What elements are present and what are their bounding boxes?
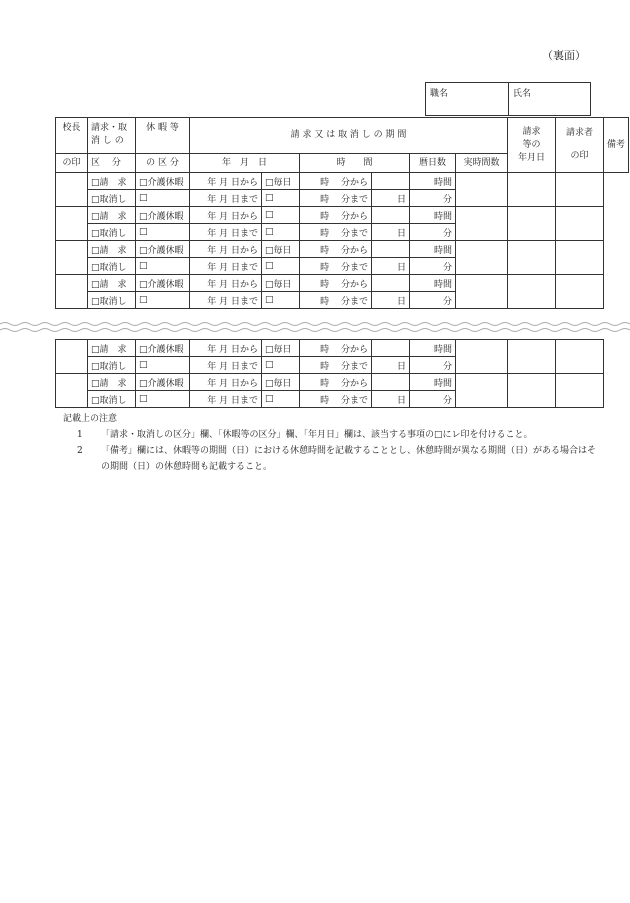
- wave-break-icon: [0, 318, 630, 338]
- calendar-days-field[interactable]: [372, 207, 410, 224]
- calendar-days-field[interactable]: [372, 241, 410, 258]
- date-to-field[interactable]: 年 月 日まで: [190, 258, 262, 275]
- request-date-cell[interactable]: [456, 207, 508, 241]
- name-label: 氏名: [513, 89, 532, 99]
- requester-seal-header: 請求者 の印: [556, 118, 604, 173]
- time-from-field[interactable]: 時 分から: [300, 275, 372, 292]
- position-field[interactable]: [426, 83, 508, 115]
- period-header: 請 求 又 は 取 消 し の 期 間: [190, 118, 508, 154]
- leave-type-header-bottom: の 区 分: [136, 154, 190, 173]
- principal-seal-cell[interactable]: [56, 173, 88, 207]
- request-checkbox[interactable]: □請 求: [88, 241, 136, 258]
- option-checkbox[interactable]: □: [262, 292, 300, 309]
- care-leave-checkbox[interactable]: □介護休暇: [136, 374, 190, 391]
- requester-seal-cell[interactable]: [508, 207, 556, 241]
- date-from-field[interactable]: 年 月 日から: [190, 207, 262, 224]
- cancel-checkbox[interactable]: □取消し: [88, 190, 136, 207]
- remarks-header: 備考: [604, 118, 629, 173]
- request-checkbox[interactable]: □請 求: [88, 340, 136, 357]
- time-from-field[interactable]: 時 分から: [300, 241, 372, 258]
- principal-seal-cell[interactable]: [56, 275, 88, 309]
- actual-minutes-field[interactable]: 分: [410, 224, 456, 241]
- table-header: [56, 118, 629, 173]
- time-from-field[interactable]: 時 分から: [300, 374, 372, 391]
- option-checkbox[interactable]: □: [262, 224, 300, 241]
- calendar-days-unit: 日: [372, 292, 410, 309]
- care-leave-checkbox[interactable]: □介護休暇: [136, 173, 190, 190]
- calendar-days-unit: 日: [372, 224, 410, 241]
- time-from-field[interactable]: 時 分から: [300, 207, 372, 224]
- actual-hours-header: 実時間数: [456, 154, 508, 173]
- actual-minutes-field[interactable]: 分: [410, 258, 456, 275]
- principal-seal-cell[interactable]: [56, 340, 88, 374]
- time-to-field[interactable]: 時 分まで: [300, 224, 372, 241]
- other-leave-checkbox[interactable]: □: [136, 190, 190, 207]
- daily-checkbox[interactable]: □毎日: [262, 173, 300, 190]
- time-from-field[interactable]: 時 分から: [300, 340, 372, 357]
- requester-seal-cell[interactable]: [508, 241, 556, 275]
- daily-checkbox[interactable]: □毎日: [262, 275, 300, 292]
- calendar-days-field[interactable]: [372, 173, 410, 190]
- calendar-days-unit: 日: [372, 190, 410, 207]
- entry-row: [56, 207, 629, 224]
- date-from-field[interactable]: 年 月 日から: [190, 340, 262, 357]
- date-to-field[interactable]: 年 月 日まで: [190, 391, 262, 408]
- other-leave-checkbox[interactable]: □: [136, 224, 190, 241]
- principal-seal-cell[interactable]: [56, 241, 88, 275]
- cancel-checkbox[interactable]: □取消し: [88, 258, 136, 275]
- name-field[interactable]: [508, 83, 590, 115]
- actual-minutes-field[interactable]: 分: [410, 357, 456, 374]
- table-break: [0, 318, 630, 338]
- daily-checkbox[interactable]: □毎日: [262, 241, 300, 258]
- entry-row: [56, 275, 629, 292]
- daily-checkbox[interactable]: □毎日: [262, 340, 300, 357]
- actual-hours-field[interactable]: 時間: [410, 207, 456, 224]
- time-to-field[interactable]: 時 分まで: [300, 292, 372, 309]
- entry-row: [56, 340, 604, 357]
- actual-hours-field[interactable]: 時間: [410, 374, 456, 391]
- entry-row: [56, 241, 629, 258]
- calendar-days-unit: 日: [372, 391, 410, 408]
- date-from-field[interactable]: 年 月 日から: [190, 374, 262, 391]
- entry-row: [56, 374, 604, 391]
- note-text: 「備考」欄には、休暇等の期間（日）における休憩時間を記載することとし、休憩時間が異なる期間（日）がある場合はその期間（日）の休憩時間も記載すること。: [101, 446, 597, 472]
- time-to-field[interactable]: 時 分まで: [300, 357, 372, 374]
- calendar-days-field[interactable]: [372, 374, 410, 391]
- actual-hours-field[interactable]: 時間: [410, 275, 456, 292]
- date-to-field[interactable]: 年 月 日まで: [190, 224, 262, 241]
- care-leave-checkbox[interactable]: □介護休暇: [136, 207, 190, 224]
- date-to-field[interactable]: 年 月 日まで: [190, 292, 262, 309]
- option-checkbox[interactable]: □: [262, 357, 300, 374]
- time-to-field[interactable]: 時 分まで: [300, 258, 372, 275]
- notes-section: [63, 411, 598, 475]
- note-text: 「請求・取消しの区分」欄、「休暇等の区分」欄、「年月日」欄は、該当する事項の□にレ印を付けること。: [101, 430, 533, 440]
- request-checkbox[interactable]: □請 求: [88, 275, 136, 292]
- requester-seal-cell[interactable]: [508, 275, 556, 309]
- cancel-checkbox[interactable]: □取消し: [88, 292, 136, 309]
- care-leave-checkbox[interactable]: □介護休暇: [136, 275, 190, 292]
- option-checkbox[interactable]: □: [262, 391, 300, 408]
- calendar-days-field[interactable]: [372, 275, 410, 292]
- other-leave-checkbox[interactable]: □: [136, 357, 190, 374]
- note-item: [77, 443, 598, 475]
- remarks-cell[interactable]: [556, 173, 604, 207]
- actual-hours-field[interactable]: 時間: [410, 241, 456, 258]
- other-leave-checkbox[interactable]: □: [136, 391, 190, 408]
- cancel-checkbox[interactable]: □取消し: [88, 391, 136, 408]
- actual-hours-field[interactable]: 時間: [410, 173, 456, 190]
- time-column-header: 時 間: [300, 154, 410, 173]
- date-to-field[interactable]: 年 月 日まで: [190, 190, 262, 207]
- name-box: [425, 82, 591, 116]
- care-leave-checkbox[interactable]: □介護休暇: [136, 340, 190, 357]
- leave-request-table-lower: [55, 339, 604, 408]
- request-checkbox[interactable]: □請 求: [88, 173, 136, 190]
- note-number: 2: [77, 446, 83, 456]
- request-checkbox[interactable]: □請 求: [88, 374, 136, 391]
- note-number: 1: [77, 430, 83, 440]
- date-to-field[interactable]: 年 月 日まで: [190, 357, 262, 374]
- page-side-label: （裏面）: [542, 49, 586, 62]
- request-date-cell[interactable]: [456, 241, 508, 275]
- position-label: 職名: [430, 89, 449, 99]
- care-leave-checkbox[interactable]: □介護休暇: [136, 241, 190, 258]
- notes-heading: 記載上の注意: [63, 414, 118, 424]
- table-body-upper: [56, 173, 629, 309]
- calendar-days-unit: 日: [372, 258, 410, 275]
- calendar-days-field[interactable]: [372, 340, 410, 357]
- time-to-field[interactable]: 時 分まで: [300, 190, 372, 207]
- request-type-header-bottom: 区 分: [88, 154, 136, 173]
- requester-seal-cell[interactable]: [508, 374, 556, 408]
- calendar-days-header: 暦日数: [410, 154, 456, 173]
- actual-minutes-field[interactable]: 分: [410, 292, 456, 309]
- date-from-field[interactable]: 年 月 日から: [190, 275, 262, 292]
- principal-seal-header-bottom: の印: [56, 154, 88, 173]
- actual-minutes-field[interactable]: 分: [410, 391, 456, 408]
- request-type-header: 請求・取 消 し の: [88, 118, 136, 154]
- remarks-cell[interactable]: [556, 207, 604, 241]
- principal-seal-header: 校長: [56, 118, 88, 154]
- remarks-cell[interactable]: [556, 241, 604, 275]
- option-checkbox[interactable]: □: [262, 207, 300, 224]
- daily-checkbox[interactable]: □毎日: [262, 374, 300, 391]
- leave-type-header: 休 暇 等: [136, 118, 190, 154]
- date-column-header: 年 月 日: [190, 154, 300, 173]
- actual-hours-field[interactable]: 時間: [410, 340, 456, 357]
- leave-request-table-upper: [55, 117, 629, 309]
- actual-minutes-field[interactable]: 分: [410, 190, 456, 207]
- note-item: [77, 427, 598, 443]
- request-date-cell[interactable]: [456, 374, 508, 408]
- cancel-checkbox[interactable]: □取消し: [88, 357, 136, 374]
- remarks-cell[interactable]: [556, 340, 604, 374]
- request-date-cell[interactable]: [456, 275, 508, 309]
- cancel-checkbox[interactable]: □取消し: [88, 224, 136, 241]
- entry-row: [56, 173, 629, 190]
- date-from-field[interactable]: 年 月 日から: [190, 241, 262, 258]
- requester-seal-cell[interactable]: [508, 340, 556, 374]
- option-checkbox[interactable]: □: [262, 190, 300, 207]
- principal-seal-cell[interactable]: [56, 207, 88, 241]
- other-leave-checkbox[interactable]: □: [136, 292, 190, 309]
- remarks-cell[interactable]: [556, 374, 604, 408]
- option-checkbox[interactable]: □: [262, 258, 300, 275]
- requester-seal-cell[interactable]: [508, 173, 556, 207]
- date-from-field[interactable]: 年 月 日から: [190, 173, 262, 190]
- calendar-days-unit: 日: [372, 357, 410, 374]
- time-from-field[interactable]: 時 分から: [300, 173, 372, 190]
- request-date-cell[interactable]: [456, 340, 508, 374]
- time-to-field[interactable]: 時 分まで: [300, 391, 372, 408]
- other-leave-checkbox[interactable]: □: [136, 258, 190, 275]
- request-checkbox[interactable]: □請 求: [88, 207, 136, 224]
- request-date-cell[interactable]: [456, 173, 508, 207]
- remarks-cell[interactable]: [556, 275, 604, 309]
- principal-seal-cell[interactable]: [56, 374, 88, 408]
- table-body-lower: [56, 340, 604, 408]
- request-date-header: 請求 等の 年月日: [508, 118, 556, 173]
